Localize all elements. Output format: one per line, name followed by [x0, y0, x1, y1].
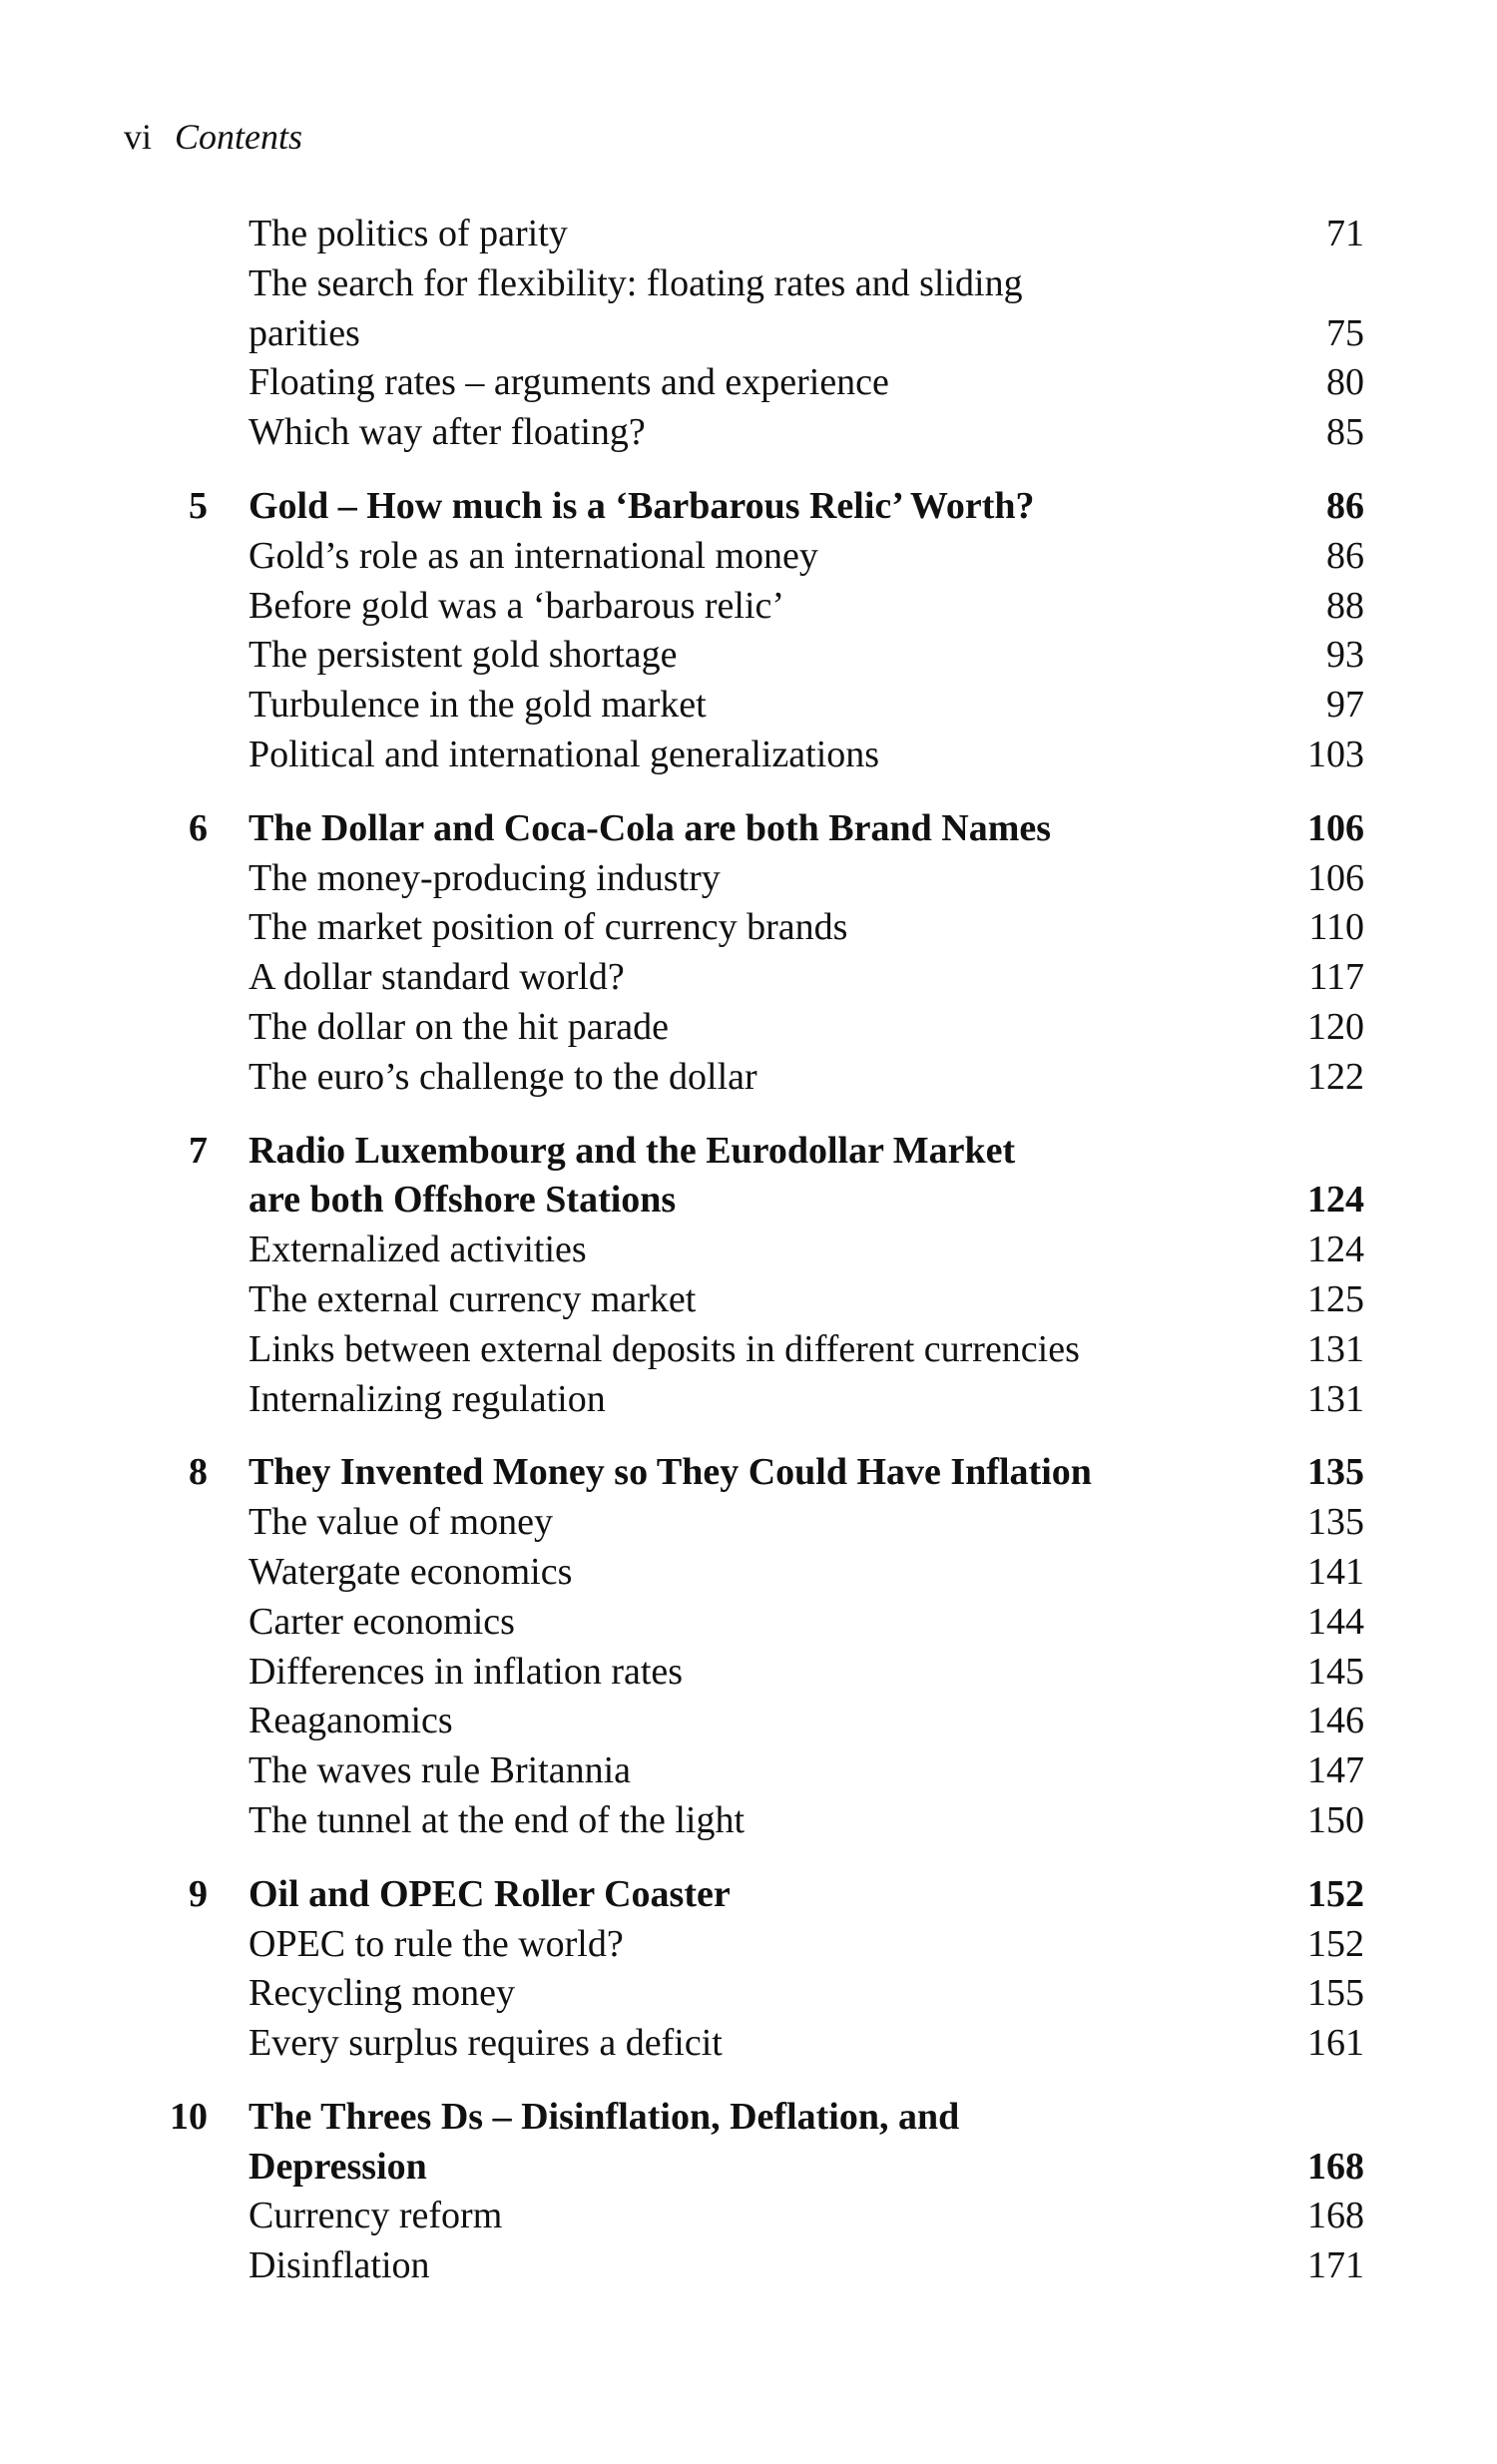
toc-section: [249, 1746, 1364, 1796]
toc-page-number: 161: [1307, 2022, 1364, 2065]
toc-page-number: 168: [1307, 2195, 1364, 2237]
toc-page-number: 110: [1308, 906, 1364, 949]
toc-section-title: Internalizing regulation: [249, 1377, 606, 1420]
toc-page-number: 155: [1307, 1972, 1364, 2015]
toc-page-number: 120: [1307, 1005, 1364, 1048]
toc-section-title: Carter economics: [249, 1600, 515, 1643]
toc-section: [249, 532, 1364, 582]
toc-page-number: 171: [1307, 2244, 1364, 2287]
toc-section-title: Gold’s role as an international money: [249, 534, 818, 577]
toc-chapter-number: 8: [189, 1451, 208, 1494]
toc-section: [249, 1548, 1364, 1598]
toc-chapter-heading-continued: [249, 2143, 1364, 2193]
toc-chapter-title: Gold – How much is a ‘Barbarous Relic’ Worth?: [249, 484, 1035, 527]
toc-section: [249, 2192, 1364, 2241]
toc-section-title: The external currency market: [249, 1277, 697, 1320]
toc-page-number: 93: [1326, 634, 1364, 677]
toc-section: [249, 582, 1364, 632]
toc-page-number: 168: [1307, 2145, 1364, 2188]
toc-section-title: The tunnel at the end of the light: [249, 1798, 746, 1841]
toc-section-title: The money-producing industry: [249, 856, 721, 899]
toc-page-number: 144: [1307, 1600, 1364, 1643]
toc-section-title: The politics of parity: [249, 213, 568, 254]
toc-section: [249, 1226, 1364, 1275]
toc-section-title: The market position of currency brands: [249, 906, 848, 949]
toc-page-number: 125: [1307, 1277, 1364, 1320]
toc-page-number: 86: [1326, 534, 1364, 577]
toc-section-title: Externalized activities: [249, 1229, 587, 1271]
toc-chapter-title-line: Depression: [249, 2145, 427, 2188]
toc-section: [249, 731, 1364, 780]
toc-chapter-heading: [124, 804, 1364, 854]
toc-page-number: 131: [1307, 1377, 1364, 1420]
toc-section: [249, 1648, 1364, 1698]
toc-section-title: The waves rule Britannia: [249, 1749, 632, 1792]
toc-chapter-number: 7: [189, 1129, 208, 1172]
toc-chapter-number: 5: [189, 484, 208, 527]
toc-page-number: 97: [1326, 684, 1364, 727]
toc-page-number: 147: [1307, 1749, 1364, 1792]
toc-section-title: Watergate economics: [249, 1550, 573, 1593]
toc-section: [249, 854, 1364, 904]
toc-section-title: Disinflation: [249, 2244, 430, 2287]
toc-page-number: 88: [1326, 584, 1364, 627]
toc-section: [249, 358, 1364, 408]
toc-page-number: 152: [1307, 1922, 1364, 1965]
toc-page-number: 71: [1326, 213, 1364, 254]
toc-section-title-line: parities: [249, 311, 360, 354]
running-head-section: Contents: [175, 117, 303, 157]
toc-section-title: The euro’s challenge to the dollar: [249, 1055, 757, 1098]
toc-page-number: 152: [1307, 1872, 1364, 1915]
toc-chapter-heading: [124, 482, 1364, 532]
toc-section-title: Links between external deposits in different currencies: [249, 1327, 1080, 1370]
toc-section: [249, 210, 1364, 259]
toc-page-number: 146: [1307, 1700, 1364, 1742]
toc-section: [249, 1275, 1364, 1325]
toc-section: [249, 1920, 1364, 1970]
toc-section: [249, 1375, 1364, 1425]
toc-page-number: 141: [1307, 1550, 1364, 1593]
toc-section: [249, 681, 1364, 731]
toc-section: [249, 1003, 1364, 1053]
toc-section: [249, 408, 1364, 458]
toc-page-number: 80: [1326, 361, 1364, 404]
toc-section: [249, 1498, 1364, 1548]
toc-section: [249, 953, 1364, 1003]
toc-page-number: 106: [1307, 806, 1364, 849]
toc-page-number: 124: [1307, 1229, 1364, 1271]
toc-chapter-title-line: are both Offshore Stations: [249, 1179, 677, 1222]
toc-section-title: The value of money: [249, 1501, 553, 1544]
toc-chapter-heading: [124, 1127, 1364, 1177]
toc-chapter-heading: [124, 2093, 1364, 2143]
toc-section-title: Floating rates – arguments and experience: [249, 361, 889, 404]
toc-section-title: Turbulence in the gold market: [249, 684, 707, 727]
toc-chapter-title: They Invented Money so They Could Have Inflation: [249, 1451, 1092, 1494]
toc-page-number: 135: [1307, 1451, 1364, 1494]
toc-chapter-number: 6: [189, 806, 208, 849]
toc-section: [249, 903, 1364, 953]
toc-chapter-title: The Dollar and Coca-Cola are both Brand Names: [249, 806, 1052, 849]
toc-chapter-heading: [124, 1870, 1364, 1920]
toc-page-number: 150: [1307, 1798, 1364, 1841]
toc-chapter-number: 9: [189, 1872, 208, 1915]
toc-section-title: Reaganomics: [249, 1700, 453, 1742]
toc-section-title: Differences in inflation rates: [249, 1650, 684, 1693]
toc-section-title-line: The search for flexibility: floating rates and sliding: [249, 261, 1023, 304]
toc-page-number: 122: [1307, 1055, 1364, 1098]
toc-page-number: 145: [1307, 1650, 1364, 1693]
page-folio: vi: [124, 117, 153, 157]
toc-section-title: The persistent gold shortage: [249, 634, 678, 677]
toc-section-title: Before gold was a ‘barbarous relic’: [249, 584, 785, 627]
toc-section: [249, 2241, 1364, 2291]
toc-section: [249, 1598, 1364, 1648]
toc-chapter-heading: [124, 1448, 1364, 1498]
toc-section-title: The dollar on the hit parade: [249, 1005, 670, 1048]
toc-page-number: 86: [1326, 484, 1364, 527]
toc-section-title: Political and international generalizations: [249, 733, 880, 775]
toc-page-number: 106: [1307, 856, 1364, 899]
toc-section: [249, 309, 1364, 359]
toc-page-number: 124: [1307, 1179, 1364, 1222]
toc-section-title: Currency reform: [249, 2195, 503, 2237]
toc-section: [249, 1697, 1364, 1746]
toc-section: [249, 2019, 1364, 2069]
toc-section-title: Which way after floating?: [249, 411, 646, 454]
toc-page-number: 117: [1308, 956, 1364, 999]
toc-section: [249, 259, 1364, 309]
toc-page-number: 131: [1307, 1327, 1364, 1370]
toc-section: [249, 1325, 1364, 1375]
toc-page-number: 135: [1307, 1501, 1364, 1544]
toc-chapter-title-line: Radio Luxembourg and the Eurodollar Market: [249, 1129, 1016, 1172]
toc-chapter-heading-continued: [249, 1176, 1364, 1226]
running-head: [124, 112, 302, 162]
toc-section-title: OPEC to rule the world?: [249, 1922, 624, 1965]
toc-page-number: 75: [1326, 311, 1364, 354]
toc-page-number: 85: [1326, 411, 1364, 454]
toc-section-title: Recycling money: [249, 1972, 515, 2015]
toc-page-number: 103: [1307, 733, 1364, 775]
toc-section: [249, 1796, 1364, 1846]
toc-chapter-title: Oil and OPEC Roller Coaster: [249, 1872, 731, 1915]
toc-section: [249, 1969, 1364, 2019]
toc-section-title: Every surplus requires a deficit: [249, 2022, 723, 2065]
toc-chapter-title-line: The Threes Ds – Disinflation, Deflation, and: [249, 2095, 960, 2138]
toc-chapter-number: 10: [170, 2095, 208, 2138]
table-of-contents: [124, 210, 1364, 2291]
toc-section-title: A dollar standard world?: [249, 956, 625, 999]
toc-section: [249, 631, 1364, 681]
toc-section: [249, 1053, 1364, 1103]
